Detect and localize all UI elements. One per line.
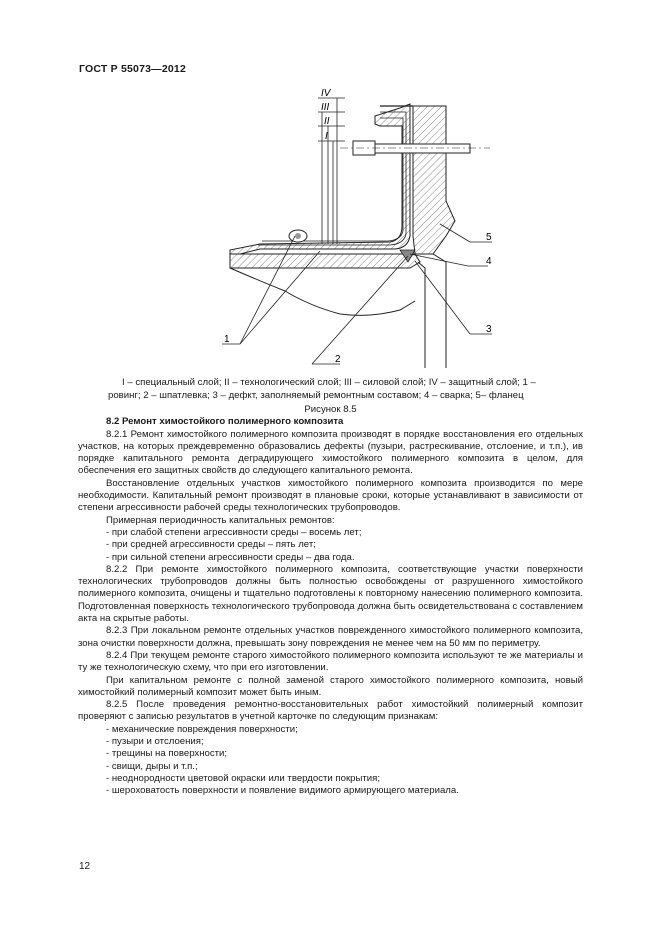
flange-outer bbox=[433, 254, 446, 368]
paragraph: 8.2.1 Ремонт химостойкого полимерного композита производят в порядке восстановления его отдельных участков, на которых преждевременно образовались дефекты (пузыри, растрескивание, отслоение, и т.п.), ив порядке капитального ремонта деградирующего химостойкого полимерного композита в целом, для обеспечения его защитных свойств до следующего капитального ремонта. bbox=[78, 428, 583, 477]
flange-inner bbox=[418, 262, 425, 368]
pipe-wall bbox=[230, 254, 420, 268]
list-item: - трещины на поверхности; bbox=[106, 748, 228, 760]
list-item: - механические повреждения поверхности; bbox=[106, 723, 298, 735]
label-II: II bbox=[324, 116, 330, 127]
legend-line-1: I – специальный слой; II – технологический слой; III – силовой слой; IV – защитный слой; 1 – bbox=[122, 377, 536, 388]
paragraph: 8.2.3 При локальном ремонте отдельных участков поврежденного химостойкого полимерного композита, зона очистки поверхности должна, превышать зону повреждения не менее чем на 50 мм по периметру. bbox=[78, 625, 583, 649]
section-8-2 bbox=[78, 416, 583, 798]
flange-diagram bbox=[200, 86, 520, 376]
label-3: 3 bbox=[486, 324, 492, 335]
paragraph: Восстановление отдельных участков химостойкого полимерного композита производится по мере необходимости. Капитальный ремонт производят в плановые сроки, которые устанавливают в зависимости от степени агрессивности рабочей среды технологических трубопроводов. bbox=[78, 477, 583, 514]
label-IV: IV bbox=[321, 88, 331, 99]
list-item: - при средней агрессивности среды – пять лет; bbox=[106, 539, 316, 551]
list-item: - свищи, дыры и т.п.; bbox=[106, 760, 198, 772]
composite-layers bbox=[230, 104, 410, 254]
label-2: 2 bbox=[335, 354, 341, 365]
list-item: - шероховатость поверхности и появление видимого армирующего материала. bbox=[106, 785, 459, 797]
paragraph: При капитальном ремонте с полной заменой старого химостойкого полимерного композита, новый химостойкий полимерный композит может быть иным. bbox=[78, 674, 583, 698]
flange-body bbox=[413, 106, 455, 254]
page-number: 12 bbox=[79, 861, 91, 872]
figure-8-5 bbox=[200, 86, 520, 376]
paragraph: 8.2.5 После проведения ремонтно-восстановительных работ химостойкий полимерный композит проверяют с записью результатов в учетной карточке по следующим признакам: bbox=[78, 699, 583, 723]
break-line bbox=[230, 268, 415, 315]
figure-title: Рисунок 8.5 bbox=[304, 404, 357, 415]
standard-header: ГОСТ Р 55073—2012 bbox=[79, 63, 187, 75]
paragraph: Примерная периодичность капитальных ремонтов: bbox=[106, 514, 335, 526]
bolt-shank bbox=[375, 144, 470, 153]
label-1: 1 bbox=[224, 334, 230, 345]
legend-line-2: ровинг; 2 – шпатлевка; 3 – дефкт, заполняемый ремонтным составом; 4 – сварка; 5– фланец bbox=[108, 389, 524, 401]
label-4: 4 bbox=[486, 256, 492, 267]
label-I: I bbox=[325, 131, 328, 142]
figure-legend bbox=[108, 377, 584, 402]
list-item: - при сильной степени агрессивности среды – два года. bbox=[106, 551, 355, 563]
label-III: III bbox=[321, 102, 330, 113]
list-item: - неоднородности цветовой окраски или твердости покрытия; bbox=[106, 772, 380, 784]
label-5: 5 bbox=[486, 232, 492, 243]
paragraph: 8.2.4 При текущем ремонте старого химостойкого полимерного композита используют те же материалы и ту же технологическую схему, что при его изготовлении. bbox=[78, 649, 583, 674]
section-heading: 8.2 Ремонт химостойкого полимерного композита bbox=[106, 416, 344, 427]
list-item: - при слабой степени агрессивности среды – восемь лет; bbox=[106, 526, 362, 538]
paragraph: 8.2.2 При ремонте химостойкого полимерного композита, соответствующие участки поверхности технологических трубопроводов должны быть полностью освобождены от разрушенного химостойкого полимерного композита, очищены и тщательно подготовлены к повторному нанесению полимерного композита. Подготовленная поверхность технологического трубопровода должна быть освидетельствована с составлением акта на скрытые работы. bbox=[78, 563, 583, 625]
list-item: - пузыри и отслоения; bbox=[106, 736, 204, 748]
